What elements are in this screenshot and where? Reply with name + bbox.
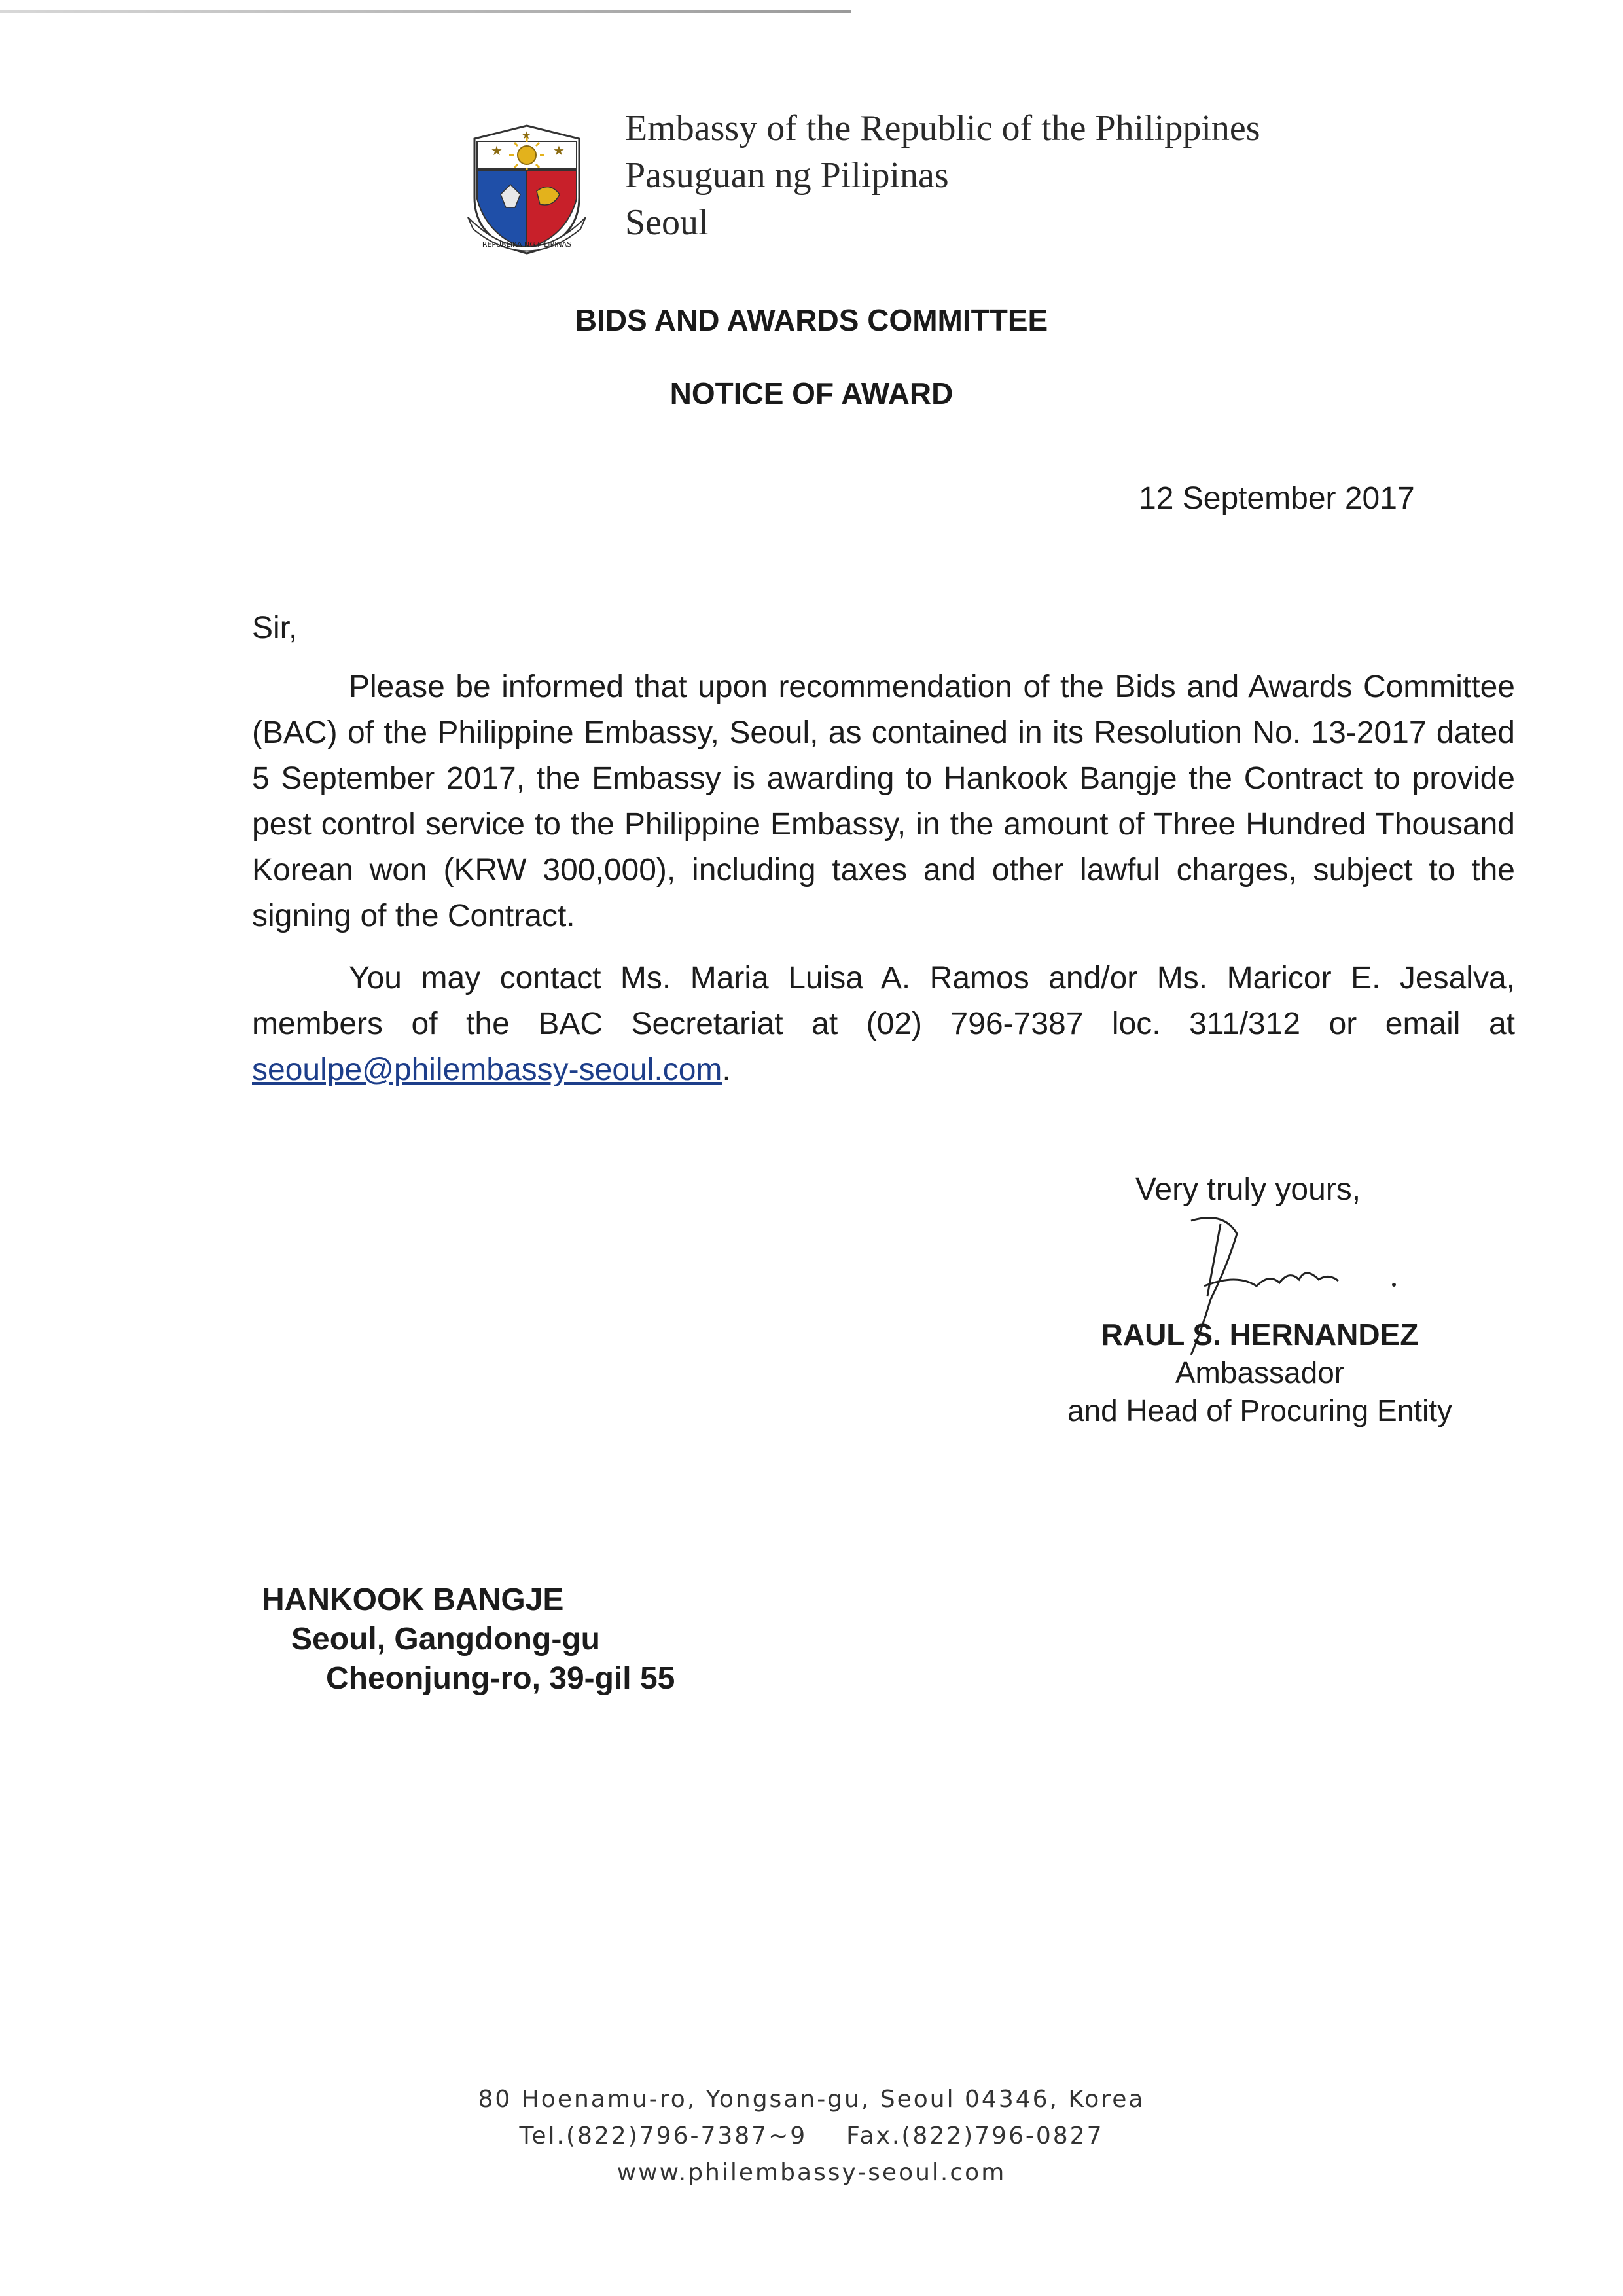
letterhead — [625, 105, 1260, 246]
body-paragraph-2 — [252, 956, 1515, 1093]
svg-text:★: ★ — [553, 143, 565, 158]
seal-scroll-text: REPUBLIKA NG PILIPINAS — [482, 240, 572, 249]
letterhead-line-embassy: Embassy of the Republic of the Philippines — [625, 108, 1260, 149]
body-paragraph-1 — [252, 664, 1515, 939]
email-link[interactable]: seoulpe@philembassy-seoul.com — [252, 1052, 722, 1087]
letterhead-line-city: Seoul — [625, 202, 709, 243]
footer-address: 80 Hoenamu-ro, Yongsan-gu, Seoul 04346, Korea — [478, 2086, 1145, 2113]
addressee-block — [262, 1581, 675, 1698]
svg-text:★: ★ — [491, 143, 503, 158]
paragraph-2-text: You may contact Ms. Maria Luisa A. Ramos and/or Ms. Maricor E. Jesalva, members of the BAC Secretariat at (02) 796-7387 loc. 311/312 or email at — [252, 961, 1515, 1041]
committee-heading: BIDS AND AWARDS COMMITTEE — [575, 303, 1048, 337]
addressee-name: HANKOOK BANGJE — [262, 1583, 564, 1617]
footer-fax: Fax.(822)796-0827 — [846, 2123, 1104, 2149]
addressee-line-3: Cheonjung-ro, 39-gil 55 — [326, 1661, 675, 1696]
svg-text:★: ★ — [522, 129, 531, 141]
signer-role: and Head of Procuring Entity — [1067, 1393, 1453, 1427]
footer-contact — [0, 2118, 1623, 2155]
notice-title: NOTICE OF AWARD — [669, 376, 954, 410]
letter-date: 12 September 2017 — [1139, 481, 1415, 516]
addressee-line-2: Seoul, Gangdong-gu — [291, 1622, 600, 1657]
signer-title: Ambassador — [1175, 1355, 1345, 1390]
signer-block — [1050, 1316, 1469, 1429]
footer — [0, 2081, 1623, 2191]
signer-name: RAUL S. HERNANDEZ — [1101, 1318, 1419, 1352]
letterhead-line-pasuguan: Pasuguan ng Pilipinas — [625, 155, 949, 196]
salutation: Sir, — [252, 611, 298, 645]
closing: Very truly yours, — [1135, 1172, 1361, 1207]
scan-edge-line — [0, 10, 851, 13]
footer-website: www.philembassy-seoul.com — [616, 2159, 1007, 2186]
paragraph-1-text: Please be informed that upon recommendation of the Bids and Awards Committee (BAC) of the Philippine Embassy, Seoul, as contained in its Resolution No. 13-2017 dated 5 September 2017, the Embassy is awarding to Hankook Bangje the Contract to provide pest control service to the Philippine Embassy, in the amount of Three Hundred Thousand Korean won (KRW 300,000), including taxes and other lawful charges, subject to the signing of the Contract. — [252, 670, 1515, 933]
footer-tel: Tel.(822)796-7387~9 — [519, 2123, 808, 2149]
philippine-coat-of-arms-icon — [461, 119, 592, 263]
paragraph-2-end: . — [722, 1052, 731, 1087]
